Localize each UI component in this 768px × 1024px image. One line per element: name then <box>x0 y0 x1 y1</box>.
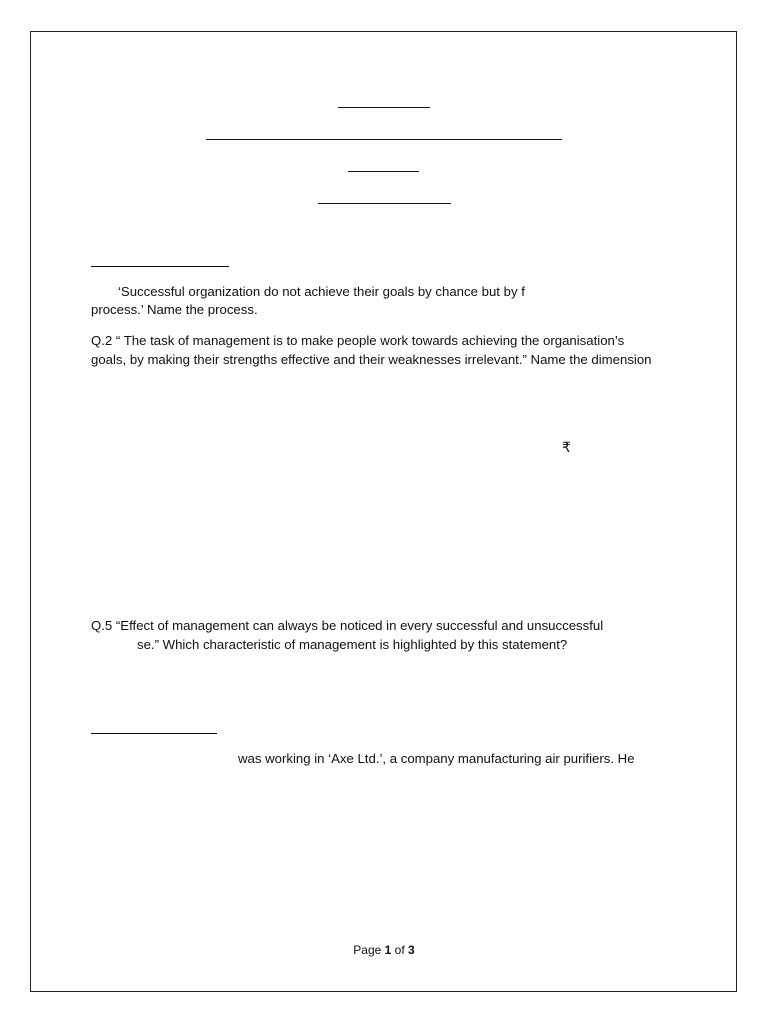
question-1-line-2: process.’ Name the process. <box>91 302 258 317</box>
page-total: 3 <box>408 943 415 957</box>
header-rule-1 <box>338 107 430 108</box>
page-current: 1 <box>384 943 392 957</box>
header-rule-2 <box>206 139 562 140</box>
page-border <box>30 31 737 992</box>
question-5-line-2: se.” Which characteristic of management is highlighted by this statement? <box>137 637 568 652</box>
question-2-line-2: goals, by making their strengths effective and their weaknesses irrelevant.” Name the dimension <box>91 352 652 367</box>
header-rule-3 <box>348 171 419 172</box>
section-b-heading-rule <box>91 733 217 734</box>
question-1-line-1: ‘Successful organization do not achieve their goals by chance but by f <box>118 284 525 299</box>
section-b-line-1: was working in ‘Axe Ltd.’, a company manufacturing air purifiers. He <box>238 751 635 766</box>
question-2-line-1: Q.2 “ The task of management is to make people work towards achieving the organisation’s <box>91 333 625 348</box>
section-a-heading-rule <box>91 266 229 267</box>
page-footer <box>0 943 768 957</box>
question-5-line-1: Q.5 “Effect of management can always be noticed in every successful and unsuccessful <box>91 618 604 633</box>
page-label: Page <box>353 943 382 957</box>
page-of: of <box>394 943 405 957</box>
rupee-symbol: ₹ <box>562 440 571 456</box>
header-rule-4 <box>318 203 451 204</box>
